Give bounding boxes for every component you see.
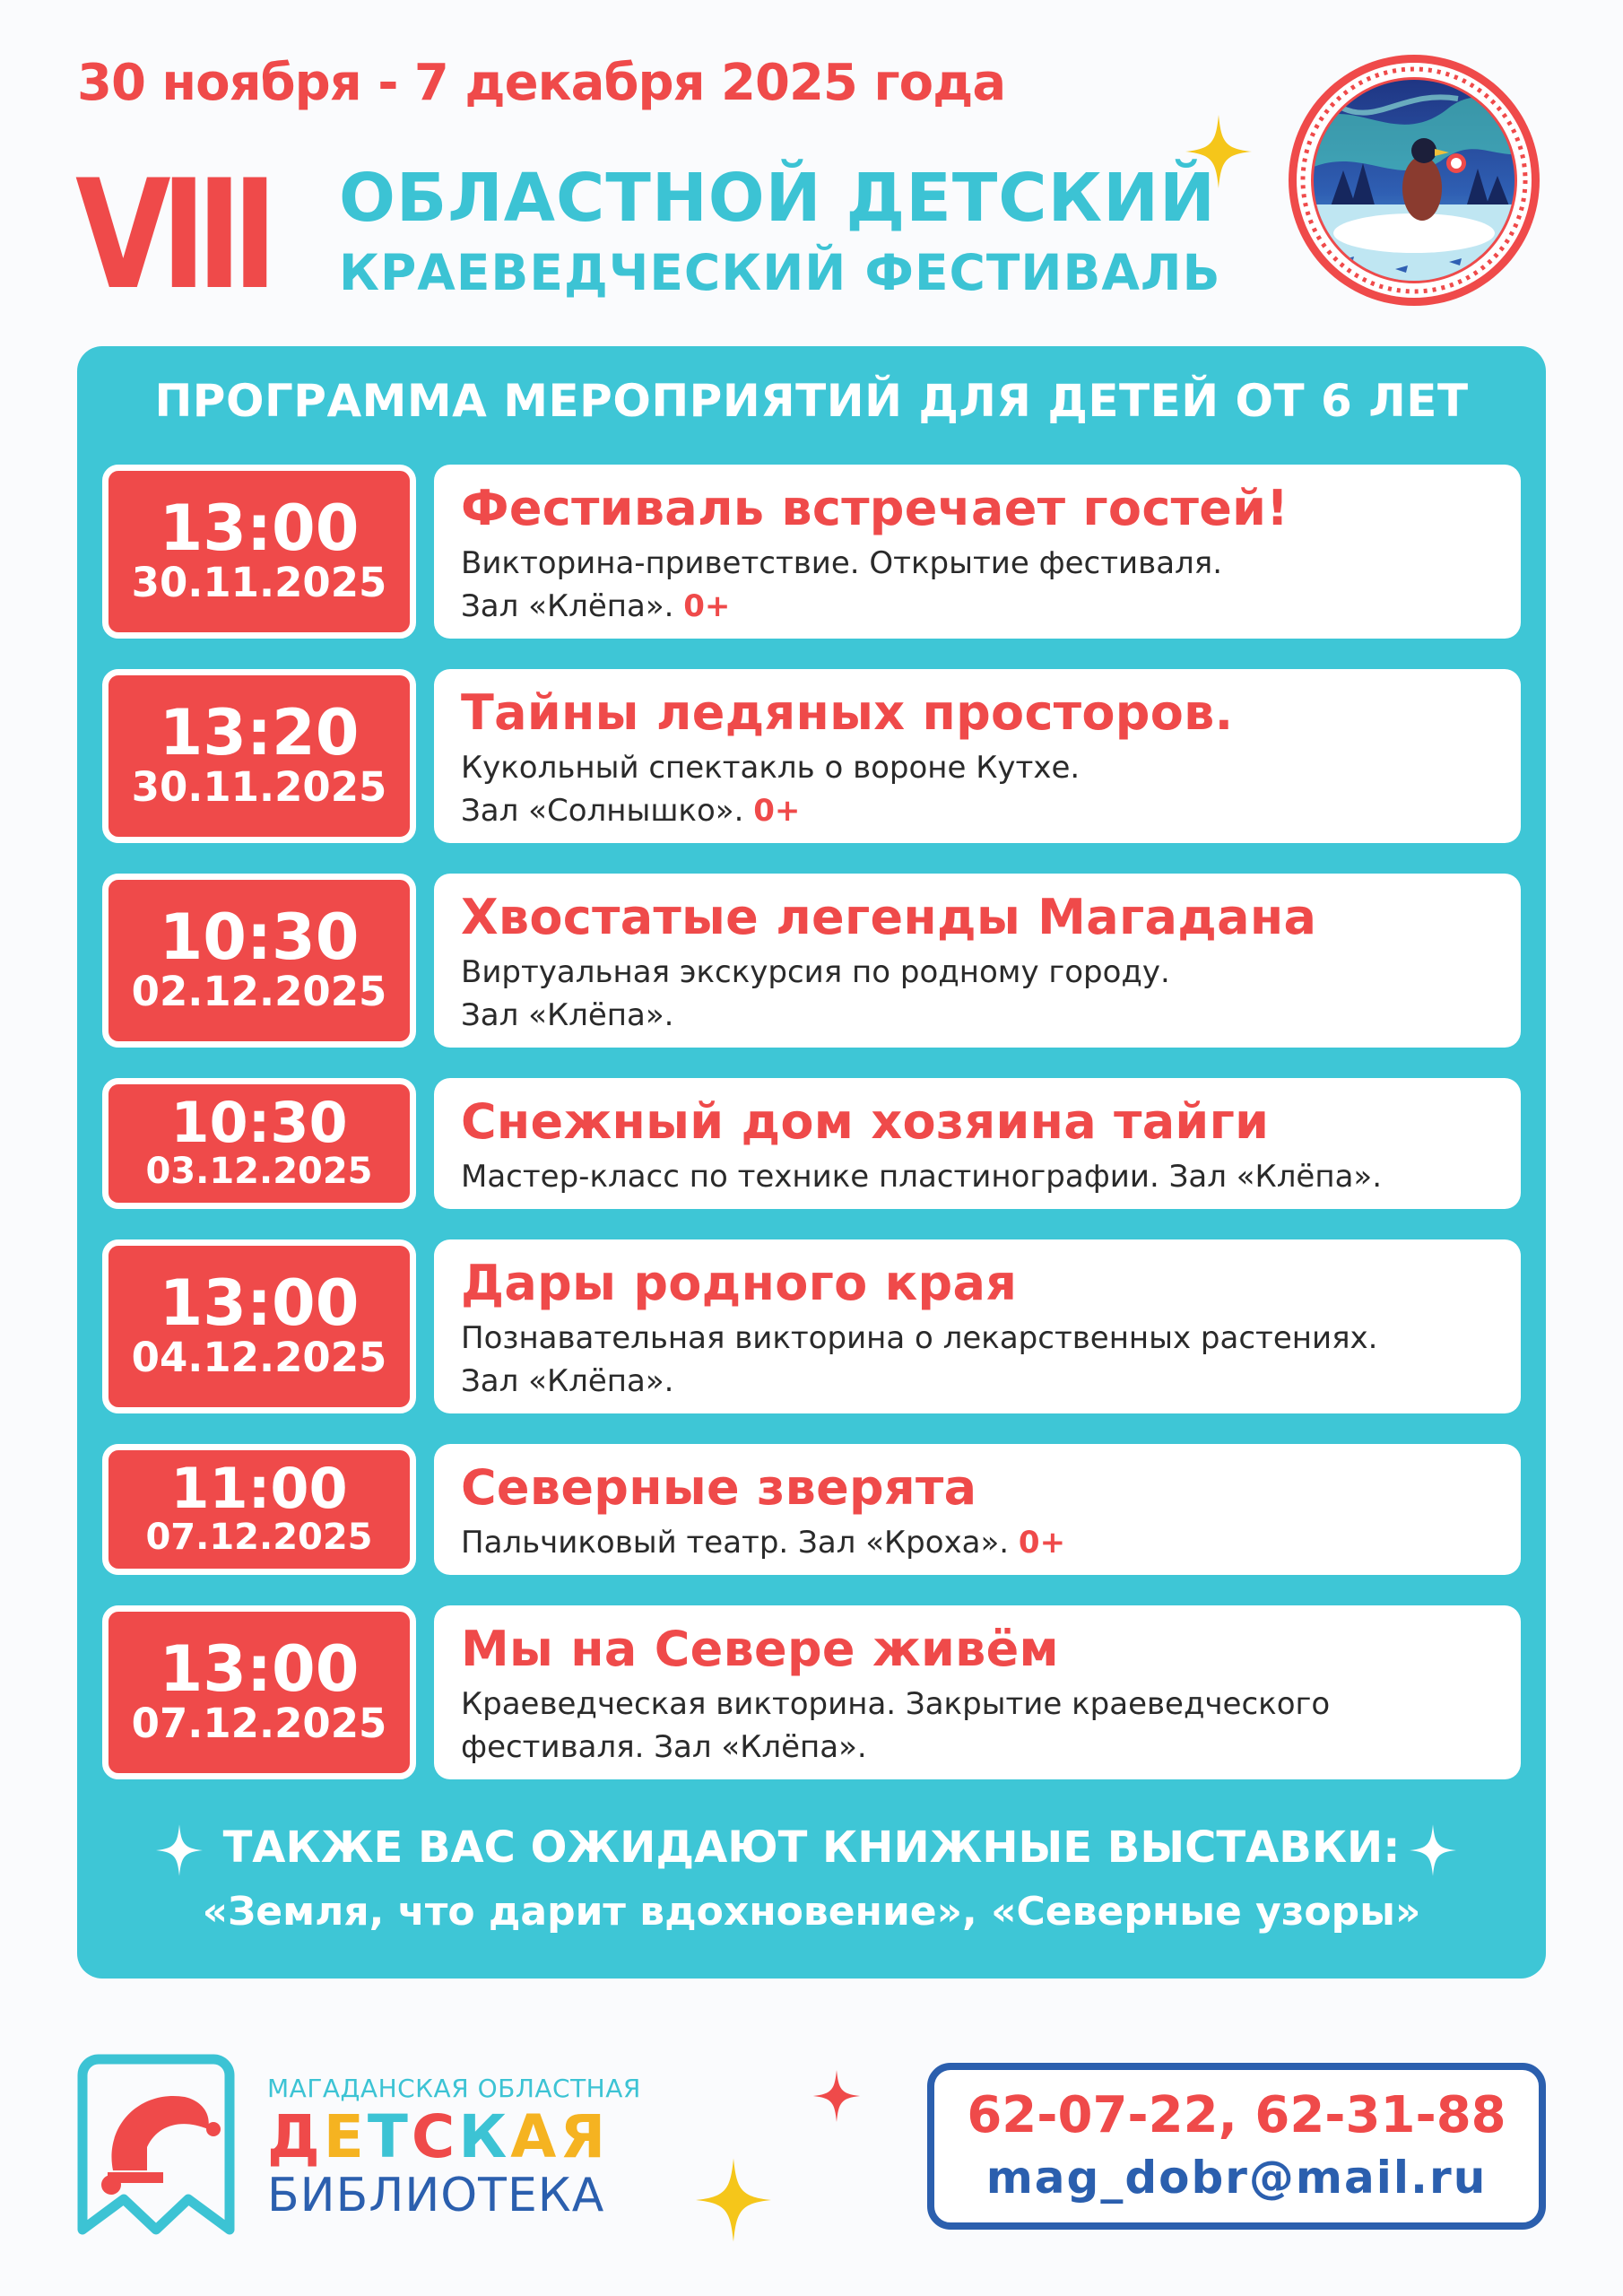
sparkle-icon — [812, 2070, 861, 2122]
event-card — [102, 1239, 1521, 1413]
library-letter: К — [458, 2102, 511, 2171]
event-description-line1: Мастер-класс по технике пластинографии. Зал «Клёпа». — [461, 1159, 1383, 1196]
event-description — [461, 1155, 1494, 1198]
age-rating: 0+ — [1018, 1525, 1066, 1561]
event-time: 13:20 — [159, 696, 360, 770]
event-card — [102, 1605, 1521, 1779]
festival-title-line2: КРАЕВЕДЧЕСКИЙ ФЕСТИВАЛЬ — [339, 244, 1221, 301]
event-title: Снежный дом хозяина тайги — [461, 1093, 1270, 1150]
event-description-line2: Зал «Клёпа». — [461, 588, 674, 625]
library-letter: С — [411, 2102, 459, 2171]
event-time-box — [102, 874, 416, 1048]
sparkle-icon — [696, 2158, 771, 2242]
event-date: 04.12.2025 — [131, 1334, 387, 1382]
program-panel — [77, 346, 1546, 1979]
event-description — [461, 951, 1494, 1038]
event-time: 11:00 — [170, 1456, 348, 1521]
event-time-box — [102, 1239, 416, 1413]
event-title: Дары родного края — [461, 1255, 1018, 1311]
event-time-box — [102, 1078, 416, 1209]
library-logo-icon — [77, 2054, 235, 2239]
event-info — [434, 1605, 1521, 1779]
library-letter: Д — [267, 2102, 324, 2171]
event-description-line1: Краеведческая викторина. Закрытие краеведческого — [461, 1686, 1331, 1723]
event-time: 13:00 — [159, 1632, 360, 1707]
event-description-line1: Викторина-приветствие. Открытие фестиваля. — [461, 545, 1223, 582]
event-date: 30.11.2025 — [131, 559, 387, 607]
event-description-line2: Зал «Солнышко». — [461, 793, 744, 830]
event-date: 07.12.2025 — [131, 1700, 387, 1748]
event-description-line1: Познавательная викторина о лекарственных растениях. — [461, 1320, 1378, 1357]
event-description-line2: фестиваля. Зал «Клёпа». — [461, 1729, 867, 1766]
contact-box — [927, 2063, 1546, 2230]
contact-email[interactable]: mag_dobr@mail.ru — [985, 2152, 1488, 2204]
contact-phones[interactable]: 62-07-22, 62-31-88 — [967, 2086, 1506, 2144]
library-letter: Т — [367, 2102, 412, 2171]
event-card — [102, 874, 1521, 1048]
event-time: 13:00 — [159, 491, 360, 566]
event-time: 10:30 — [159, 900, 360, 975]
exhibitions-list: «Земля, что дарит вдохновение», «Северные узоры» — [202, 1889, 1421, 1935]
event-description — [461, 1683, 1494, 1770]
library-letter: АЯ — [510, 2102, 610, 2171]
program-title: ПРОГРАММА МЕРОПРИЯТИЙ ДЛЯ ДЕТЕЙ ОТ 6 ЛЕТ — [154, 375, 1469, 427]
event-description — [461, 542, 1494, 629]
event-card — [102, 465, 1521, 639]
age-rating: 0+ — [753, 793, 801, 830]
event-description — [461, 1317, 1494, 1404]
exhibitions-heading: ТАКЖЕ ВАС ОЖИДАЮТ КНИЖНЫЕ ВЫСТАВКИ: — [222, 1822, 1401, 1873]
event-info — [434, 1239, 1521, 1413]
event-title: Хвостатые легенды Магадана — [461, 889, 1317, 945]
event-card — [102, 1078, 1521, 1209]
event-title: Северные зверята — [461, 1459, 977, 1516]
event-info — [434, 874, 1521, 1048]
event-time-box — [102, 1444, 416, 1575]
event-description-line2: Зал «Клёпа». — [461, 997, 674, 1034]
library-name-top: МАГАДАНСКАЯ ОБЛАСТНАЯ — [267, 2074, 641, 2103]
event-description-line1: Виртуальная экскурсия по родному городу. — [461, 954, 1170, 991]
event-info — [434, 465, 1521, 639]
event-date: 03.12.2025 — [145, 1151, 373, 1192]
festival-title-line1: ОБЛАСТНОЙ ДЕТСКИЙ — [339, 160, 1216, 237]
library-letter: Е — [323, 2102, 368, 2171]
event-date: 02.12.2025 — [131, 968, 387, 1016]
event-time: 13:00 — [159, 1266, 360, 1341]
sparkle-icon — [1185, 115, 1252, 188]
festival-emblem-icon — [1288, 54, 1541, 307]
event-info — [434, 1444, 1521, 1575]
event-date: 30.11.2025 — [131, 763, 387, 812]
event-title: Фестиваль встречает гостей! — [461, 480, 1289, 536]
event-info — [434, 669, 1521, 843]
event-card — [102, 1444, 1521, 1575]
library-name-bottom: БИБЛИОТЕКА — [267, 2169, 605, 2222]
festival-number: VIII — [75, 147, 268, 323]
event-description-line1: Кукольный спектакль о вороне Кутхе. — [461, 750, 1081, 787]
event-date: 07.12.2025 — [145, 1517, 373, 1558]
library-name-middle — [267, 2102, 610, 2171]
event-info — [434, 1078, 1521, 1209]
event-time: 10:30 — [170, 1090, 348, 1155]
event-card — [102, 669, 1521, 843]
festival-dates: 30 ноября - 7 декабря 2025 года — [77, 54, 1006, 112]
event-time-box — [102, 669, 416, 843]
event-title: Мы на Севере живём — [461, 1621, 1059, 1677]
event-description — [461, 1521, 1494, 1564]
event-description-line1: Пальчиковый театр. Зал «Кроха». — [461, 1525, 1010, 1561]
event-time-box — [102, 465, 416, 639]
event-title: Тайны ледяных просторов. — [461, 684, 1234, 741]
event-description-line2: Зал «Клёпа». — [461, 1363, 674, 1400]
age-rating: 0+ — [683, 588, 731, 625]
event-description — [461, 746, 1494, 833]
event-time-box — [102, 1605, 416, 1779]
